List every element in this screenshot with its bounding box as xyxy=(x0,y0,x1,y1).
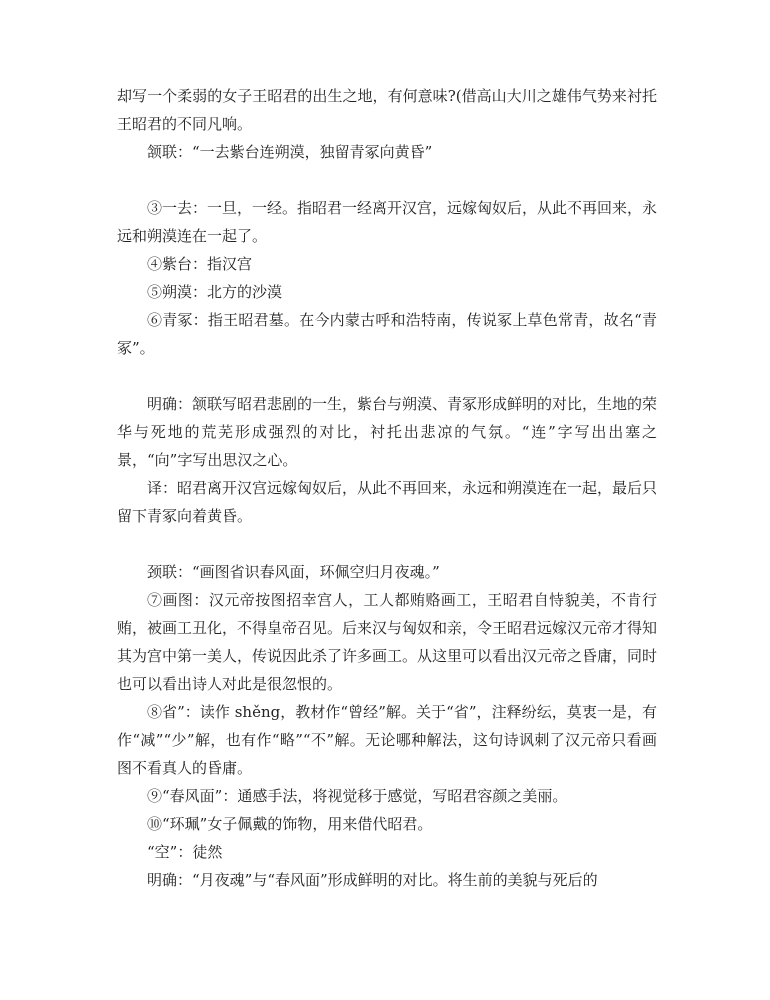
note-10-huanpei: ⑩“环珮”女子佩戴的饰物，用来借代昭君。 xyxy=(147,815,433,833)
note-7-huatu: ⑦画图：汉元帝按图招幸宫人，工人都贿赂画工，王昭君自恃貌美，不肯行贿，被画工丑化，不得皇帝召见。后来汉与匈奴和亲，令王昭君远嫁汉元帝才得知其为宫中第一美人，传说因此杀了许多画工。从这里可以看出汉元帝之昏庸，同时也可以看出诗人对此是很忽恨的。 xyxy=(117,591,658,693)
note-5-shuomo: ⑤朔漠：北方的沙漠 xyxy=(147,283,283,301)
document-page xyxy=(117,82,657,894)
heading-jinglian: 颈联：“画图省识春风面，环佩空归月夜魂。” xyxy=(147,563,440,581)
analysis-jinglian: 明确：“月夜魂”与“春风面”形成鲜明的对比。将生前的美貌与死后的 xyxy=(147,871,598,889)
note-8-sheng: ⑧省”：读作 shěng，教材作“曾经”解。关于“省”，注释纷纭，莫衷一是，有作“减”“少”解，也有作“略”“不”解。无论哪种解法，这句诗讽刺了汉元帝只看画图不看真人的昏庸。 xyxy=(117,703,657,777)
blank-line xyxy=(117,530,657,558)
blank-line xyxy=(117,362,657,390)
note-4-zitai: ④紫台：指汉宫 xyxy=(147,255,253,273)
note-kong: “空”：徒然 xyxy=(147,843,223,861)
analysis-hanlian: 明确：颔联写昭君悲剧的一生，紫台与朔漠、青冢形成鲜明的对比，生地的荣华与死地的荒芜形成强烈的对比，衬托出悲凉的气氛。“连”字写出出塞之景，“向”字写出思汉之心。 xyxy=(117,395,658,469)
paragraph-intro-question: 却写一个柔弱的女子王昭君的出生之地，有何意味?(借高山大川之雄伟气势来衬托王昭君的不同凡响。 xyxy=(117,87,657,133)
translation-hanlian: 译：昭君离开汉宫远嫁匈奴后，从此不再回来，永远和朔漠连在一起，最后只留下青冢向着黄昏。 xyxy=(117,479,658,525)
blank-line xyxy=(117,166,657,194)
note-9-chunfengmian: ⑨“春风面”：通感手法，将视觉移于感觉，写昭君容颜之美丽。 xyxy=(147,787,568,805)
note-6-qingzhong: ⑥青冢：指王昭君墓。在今内蒙古呼和浩特南，传说冢上草色常青，故名“青冢”。 xyxy=(117,311,657,357)
note-3-yiqu: ③一去：一旦，一经。指昭君一经离开汉宫，远嫁匈奴后，从此不再回来，永远和朔漠连在一起了。 xyxy=(117,199,658,245)
heading-hanlian: 颔联：“一去紫台连朔漠，独留青冢向黄昏” xyxy=(147,143,433,161)
